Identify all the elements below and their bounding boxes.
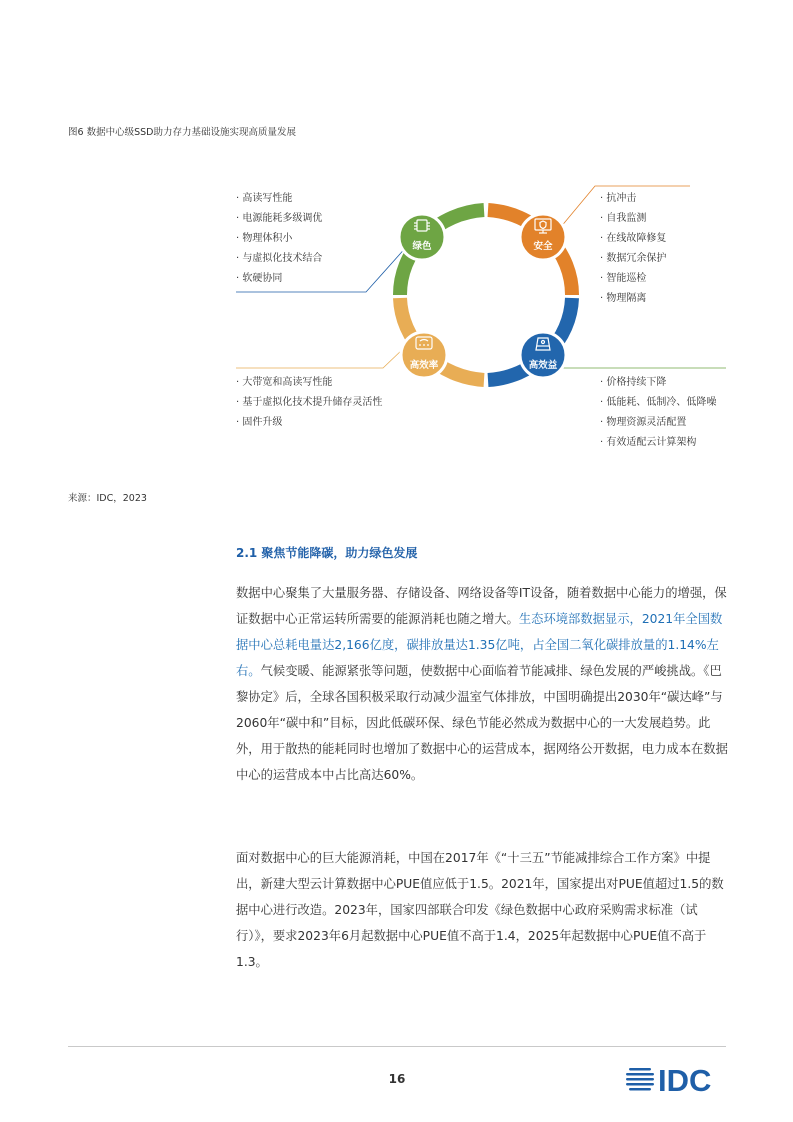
- page-number: 16: [388, 1072, 406, 1086]
- node-security-label: 安全: [533, 241, 553, 252]
- node-benefit-label: 高效益: [528, 360, 558, 371]
- globe-icon: [626, 1068, 654, 1091]
- benefit-feature-list: [600, 373, 716, 453]
- body-paragraph-2: 面对数据中心的巨大能源消耗，中国在2017年《“十三五”节能减排综合工作方案》中提出，新建大型云计算数据中心PUE值应低于1.5。2021年，国家提出对PUE值超过1.5的数据中心进行改造。2023年，国家四部联合印发《绿色数据中心政府采购需求标准（试行）》，要求2023年6月起数据中心PUE值不高于1.4，2025年起数据中心PUE值不高于1.3。: [236, 851, 724, 969]
- node-security: [520, 214, 566, 260]
- list-item: · 高读写性能: [236, 193, 293, 204]
- list-item: · 智能巡检: [600, 273, 647, 284]
- list-item: · 有效适配云计算架构: [600, 437, 697, 448]
- idc-logo: [626, 1062, 728, 1096]
- green-feature-list: [236, 189, 322, 289]
- node-efficiency: [401, 332, 447, 378]
- list-item: · 抗冲击: [600, 193, 637, 204]
- list-item: · 物理隔离: [600, 293, 647, 304]
- section-heading: 2.1 聚焦节能降碳，助力绿色发展: [236, 546, 418, 560]
- list-item: · 低能耗、低制冷、低降噪: [600, 397, 717, 408]
- efficiency-feature-list: [236, 373, 382, 433]
- paragraph-text: 气候变暖、能源紧张等问题，使数据中心面临着节能减排、绿色发展的严峻挑战。《巴黎协定》后，全球各国积极采取行动减少温室气体排放，中国明确提出2030年“碳达峰”与2060年“碳中和”目标，因此低碳环保、绿色节能必然成为数据中心的一大发展趋势。此外，用于散热的能耗同时也增加了数据中心的运营成本，据网络公开数据，电力成本在数据中心的运营成本中占比高达60%。: [236, 664, 728, 782]
- node-efficiency-label: 高效率: [409, 360, 439, 371]
- logo-text: IDC: [658, 1063, 712, 1096]
- list-item: · 价格持续下降: [600, 377, 667, 388]
- node-green: [399, 214, 445, 260]
- figure-title: 图6 数据中心级SSD助力存力基础设施实现高质量发展: [68, 127, 296, 138]
- footer-divider: [68, 1046, 726, 1047]
- security-feature-list: [600, 189, 666, 309]
- list-item: · 固件升级: [236, 417, 283, 428]
- highlighted-statistic: 生态环境部数据显示，2021年全国数据中心总耗电量达2,166亿度，碳排放量达1.35亿吨，占全国二氧化碳排放量的1.14%左右。: [236, 612, 723, 678]
- list-item: · 物理体积小: [236, 233, 293, 244]
- list-item: · 与虚拟化技术结合: [236, 253, 323, 264]
- list-item: · 电源能耗多级调优: [236, 213, 323, 224]
- list-item: · 基于虚拟化技术提升储存灵活性: [236, 397, 383, 408]
- connector-efficiency: [236, 348, 404, 368]
- list-item: · 自我监测: [600, 213, 647, 224]
- node-benefit: [520, 332, 566, 378]
- node-green-label: 绿色: [412, 241, 432, 252]
- figure-source: 来源：IDC，2023: [68, 493, 147, 504]
- body-paragraph-1: [236, 580, 730, 788]
- paragraph-text: 数据中心聚集了大量服务器、存储设备、网络设备等IT设备，随着数据中心能力的增强，保证数据中心正常运转所需要的能源消耗也随之增大。: [236, 586, 727, 626]
- list-item: · 数据冗余保护: [600, 253, 667, 264]
- list-item: · 在线故障修复: [600, 233, 667, 244]
- list-item: · 大带宽和高读写性能: [236, 377, 333, 388]
- list-item: · 物理资源灵活配置: [600, 417, 687, 428]
- list-item: · 软硬协同: [236, 273, 283, 284]
